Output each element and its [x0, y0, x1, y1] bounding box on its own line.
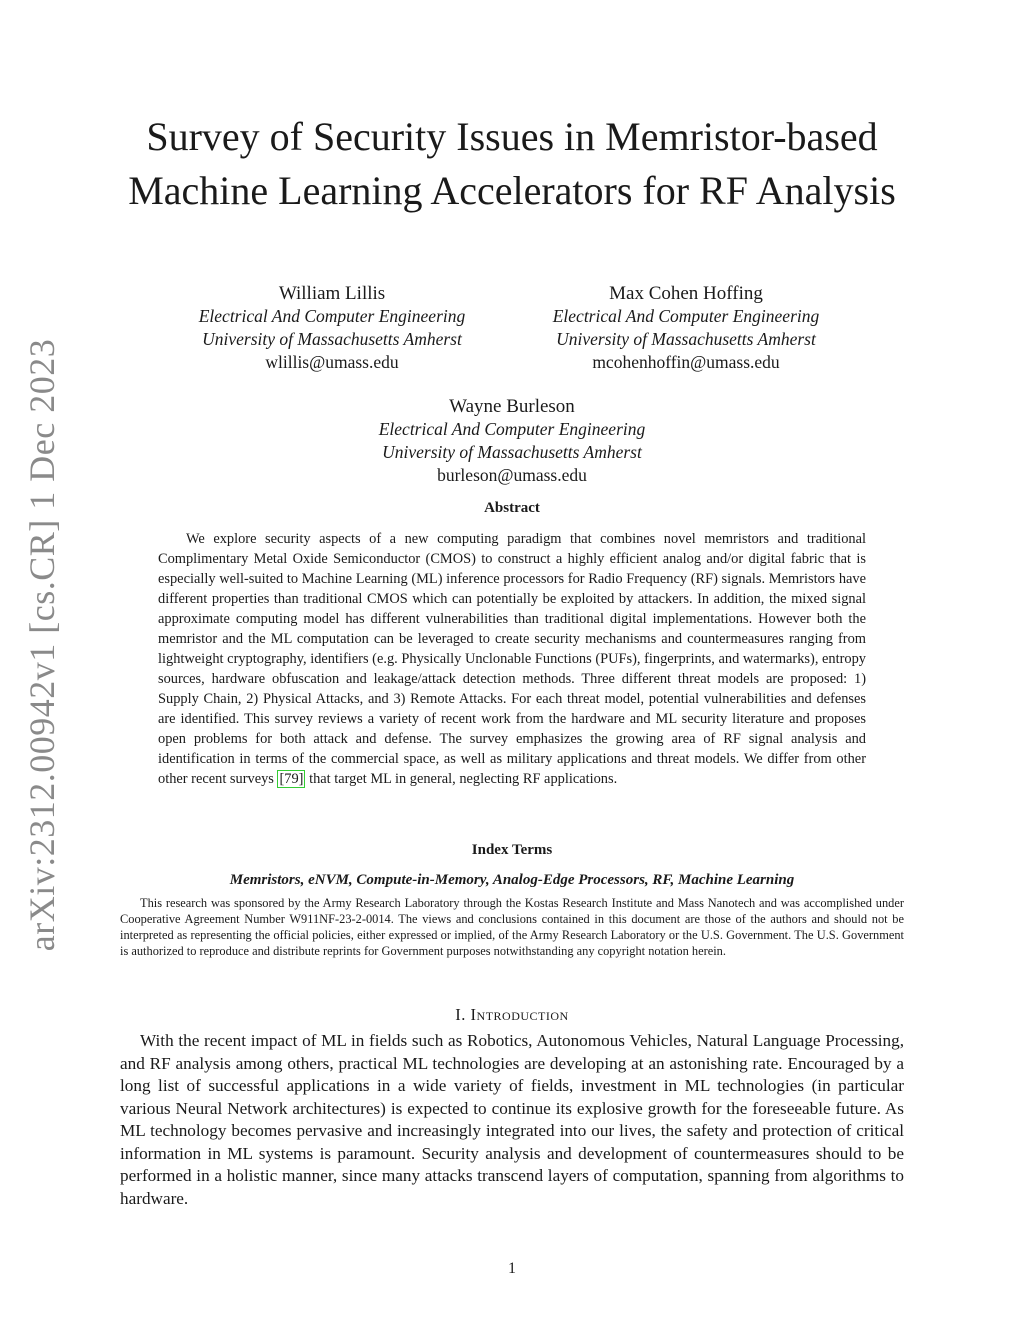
author-university: University of Massachusetts Amherst: [556, 329, 816, 349]
author-email: mcohenhoffin@umass.edu: [592, 352, 780, 372]
author-university: University of Massachusetts Amherst: [202, 329, 462, 349]
index-terms: Memristors, eNVM, Compute-in-Memory, Analog-Edge Processors, RF, Machine Learning: [229, 872, 795, 888]
index-terms-heading: Index Terms: [471, 842, 553, 858]
arxiv-stamp: [12, 338, 72, 952]
funding-footnote: This research was sponsored by the Army Research Laboratory through the Kostas Research Institute and Mass Nanotech and was accomplished under Cooperative Agreement Number W911NF-23-2-0014. The views and conclusions contained in this document are those of the authors and should not be interpreted as representing the official policies, either expressed or implied, of the Army Research Laboratory or the U.S. Government. The U.S. Government is authorized to reproduce and distribute reprints for Government purposes notwithstanding any copyright notation herein.: [120, 896, 904, 958]
author-block: [534, 282, 838, 374]
paper-title: Survey of Security Issues in Memristor-based Machine Learning Accelerators for RF Analysis: [128, 114, 896, 213]
author-block: [180, 282, 484, 374]
author-name: Wayne Burleson: [449, 396, 575, 417]
arxiv-stamp-text: arXiv:2312.00942v1 [cs.CR] 1 Dec 2023: [22, 338, 63, 952]
page-number: 1: [508, 1260, 516, 1277]
abstract-body: [158, 529, 866, 789]
introduction-paragraph: With the recent impact of ML in fields such as Robotics, Autonomous Vehicles, Natural Language Processing, and RF analysis among others, practical ML technologies are developing at an astonishing rate. Encouraged by a long list of successful applications in a wide variety of fields, investment in ML technologies (in particular various Neural Network architectures) is expected to continue its explosive growth for the foreseeable future. As ML technology becomes pervasive and increasingly integrated into our lives, the safety and protection of critical information in ML systems is paramount. Security analysis and development of countermeasures should to be performed in a holistic manner, since many attacks transcend layers of computation, spanning from algorithms to hardware.: [120, 1031, 904, 1208]
author-email: burleson@umass.edu: [437, 465, 587, 485]
citation-link[interactable]: [79]: [279, 771, 304, 787]
author-department: Electrical And Computer Engineering: [552, 306, 820, 326]
abstract-text-end: that target ML in general, neglecting RF applications.: [305, 771, 618, 787]
abstract-text: We explore security aspects of a new computing paradigm that combines novel memristors and traditional Complimentary Metal Oxide Semiconductor (CMOS) to construct a highly efficient analog and/or digital fabric that is especially well-suited to Machine Learning (ML) inference processors for Radio Frequency (RF) signals. Memristors have different properties than traditional CMOS which can potentially be exploited by attackers. In addition, the mixed signal approximate computing model has different vulnerabilities than traditional digital implementations. However both the memristor and the ML computation can be leveraged to create security mechanisms and countermeasures ranging from lightweight cryptography, identifiers (e.g. Physically Unclonable Functions (PUFs), fingerprints, and watermarks), entropy sources, hardware obfuscation and leakage/attack detection methods. Three different threat models are proposed: 1) Supply Chain, 2) Physical Attacks, and 3) Remote Attacks. For each threat model, potential vulnerabilities and defenses are identified. This survey reviews a variety of recent work from the hardware and ML security literature and proposes open problems for both attack and defense. The survey emphasizes the growing area of RF signal analysis and identification in terms of the commercial space, as well as military applications and threat models. We differ from other other recent surveys: [158, 531, 866, 787]
author-name: William Lillis: [278, 283, 386, 304]
abstract-heading: Abstract: [484, 500, 540, 516]
author-department: Electrical And Computer Engineering: [378, 419, 646, 439]
author-name: Max Cohen Hoffing: [609, 283, 763, 304]
author-university: University of Massachusetts Amherst: [382, 442, 642, 462]
author-block: [342, 395, 682, 487]
author-department: Electrical And Computer Engineering: [198, 306, 466, 326]
author-email: wlillis@umass.edu: [265, 352, 399, 372]
section-heading-introduction: I. Introduction: [455, 1005, 569, 1024]
